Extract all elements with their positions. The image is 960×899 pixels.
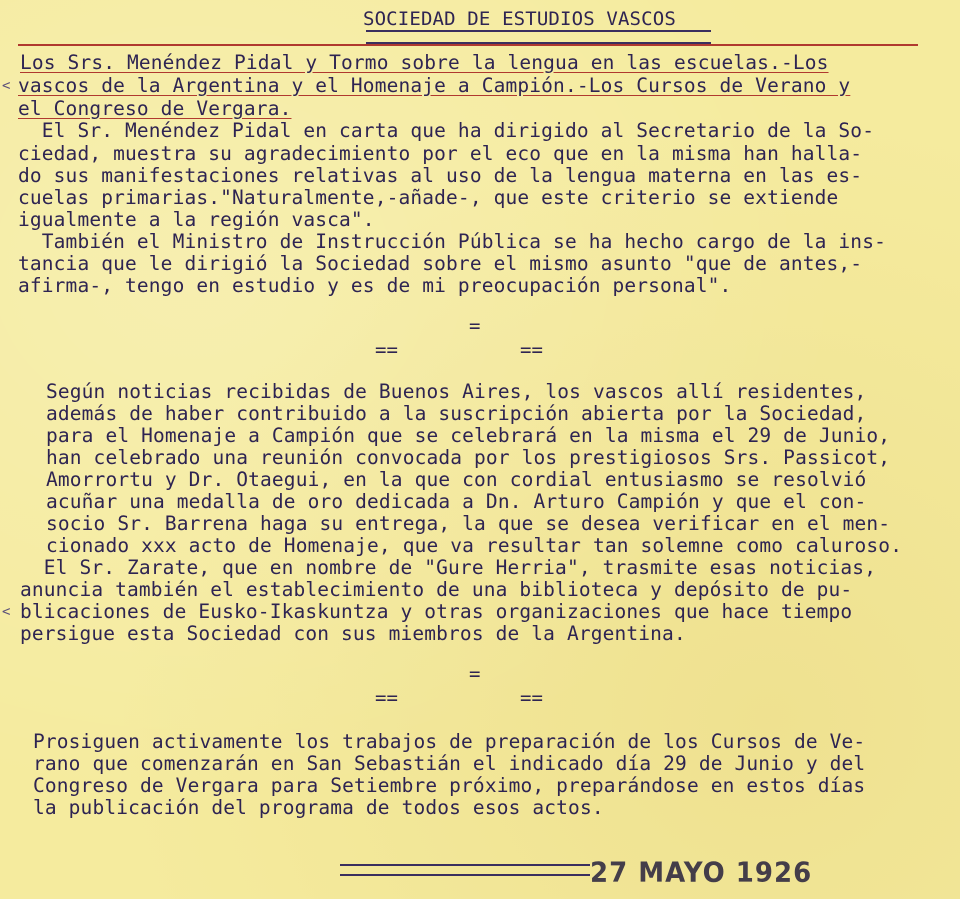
paragraph4-line-3: blicaciones de Eusko-Ikaskuntza y otras organizaciones que hace tiempo [20,600,853,623]
paragraph5-line-3: Congreso de Vergara para Setiembre próximo, preparándose en estos días [33,774,866,797]
paragraph4-line-2: anuncia también el establecimiento de una biblioteca y depósito de pu- [20,578,853,601]
separator-2-left: == [375,687,398,709]
paragraph3-line-7: socio Sr. Barrena haga su entrega, la que se desea verificar en el men- [46,512,891,535]
paragraph2-line-3: afirma-, tengo en estudio y es de mi preocupación personal". [18,274,732,297]
date-stamp: 27 MAYO 1926 [590,857,813,889]
paragraph3-line-4: han celebrado una reunión convocada por los prestigiosos Srs. Passicot, [46,446,891,469]
paragraph3-line-1: Según noticias recibidas de Buenos Aires, los vascos allí residentes, [46,380,867,403]
paragraph2-line-1: También el Ministro de Instrucción Pública se ha hecho cargo de la ins- [18,230,886,253]
paragraph1-line-5: igualmente a la región vasca". [18,208,375,231]
separator-1-single: = [469,315,481,337]
paragraph2-line-2: tancia que le dirigió la Sociedad sobre el mismo asunto "que de antes,- [18,252,863,275]
paragraph3-line-3: para el Homenaje a Campión que se celebrará en la misma el 29 de Junio, [46,424,891,447]
paragraph3-line-6: acuñar una medalla de oro dedicada a Dn. Arturo Campión y que el con- [46,490,867,513]
paragraph3-line-8: cionado xxx acto de Homenaje, que va resultar tan solemne como caluroso. [46,534,903,557]
heading-line-1: Los Srs. Menéndez Pidal y Tormo sobre la lengua en las escuelas.-Los [20,51,829,74]
paragraph3-line-2: además de haber contribuido a la suscripción abierta por la Sociedad, [46,402,867,425]
paragraph1-line-2: ciedad, muestra su agradecimiento por el eco que en la misma han halla- [18,142,863,165]
separator-2-right: == [520,687,543,709]
margin-tick-1: < [2,78,11,94]
paragraph5-line-1: Prosiguen activamente los trabajos de preparación de los Cursos de Ve- [33,730,866,753]
heading-line-2: vascos de la Argentina y el Homenaje a Campión.-Los Cursos de Verano y [18,74,851,97]
paragraph1-line-1: El Sr. Menéndez Pidal en carta que ha dirigido al Secretario de la So- [18,119,875,142]
paragraph1-line-4: cuelas primarias."Naturalmente,-añade-, que este criterio se extiende [18,186,839,209]
title-double-rule [366,30,711,44]
paragraph5-line-4: la publicación del programa de todos esos actos. [33,796,604,819]
heading-line-3: el Congreso de Vergara. [18,97,292,120]
paragraph4-line-1: El Sr. Zarate, que en nombre de "Gure Herria", trasmite esas noticias, [20,556,877,579]
paragraph1-line-3: do sus manifestaciones relativas al uso de la lengua materna en las es- [18,164,863,187]
bottom-double-rule [340,864,590,876]
heading-overline [18,44,918,46]
paragraph3-line-5: Amorrortu y Dr. Otaegui, en la que con cordial entusiasmo se resolvió [46,468,867,491]
separator-1-left: == [375,339,398,361]
paragraph4-line-4: persigue esta Sociedad con sus miembros de la Argentina. [20,622,686,645]
margin-tick-2: < [2,604,11,620]
document-title: SOCIEDAD DE ESTUDIOS VASCOS [363,8,676,30]
paragraph5-line-2: rano que comenzarán en San Sebastián el indicado día 29 de Junio y del [33,752,866,775]
separator-1-right: == [520,339,543,361]
separator-2-single: = [469,663,481,685]
